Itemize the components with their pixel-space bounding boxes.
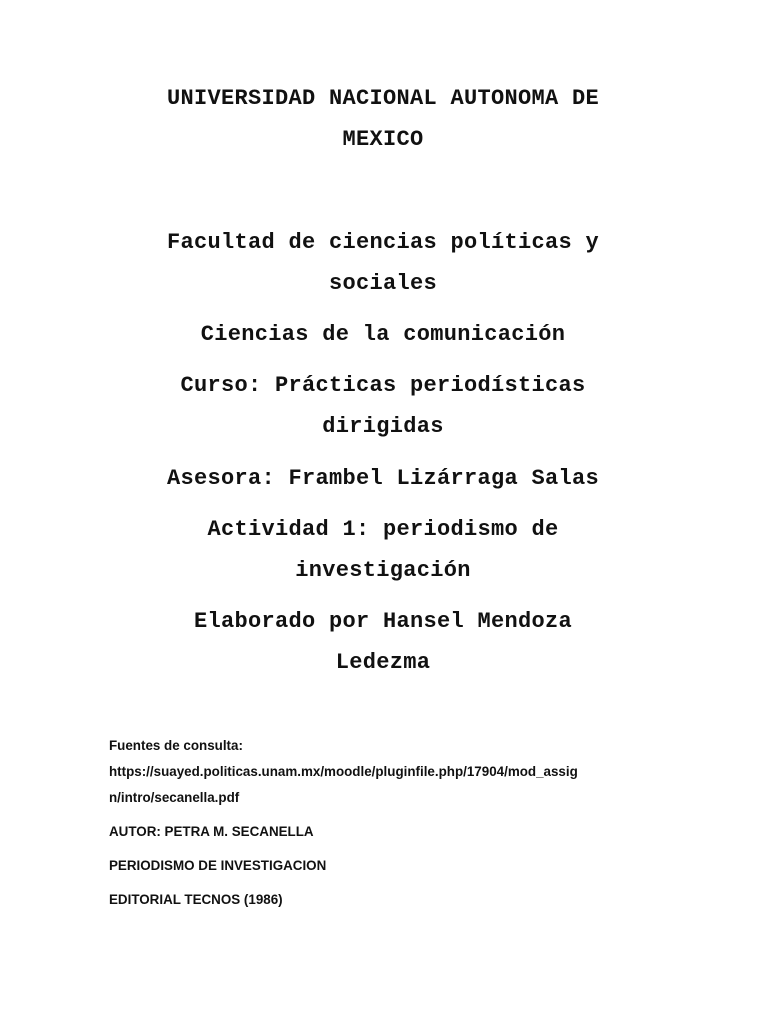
reference-title: PERIODISMO DE INVESTIGACION [109, 858, 327, 873]
reference-author: AUTOR: PETRA M. SECANELLA [109, 824, 314, 839]
reference-url-line-2: n/intro/secanella.pdf [109, 790, 240, 805]
course-name-line-2: dirigidas [322, 414, 444, 439]
career-name [100, 314, 666, 355]
reference-url-line-1: https://suayed.politicas.unam.mx/moodle/pluginfile.php/17904/mod_assig [109, 764, 578, 779]
activity-title-line-2: investigación [295, 558, 471, 583]
course-name [100, 365, 666, 447]
faculty-name-line-2: sociales [328, 271, 438, 296]
reference-publisher: EDITORIAL TECNOS (1986) [109, 892, 283, 907]
university-title-line-1: UNIVERSIDAD NACIONAL AUTONOMA DE [166, 86, 600, 111]
faculty-name-line-1: Facultad de ciencias políticas y [166, 230, 600, 255]
university-title-line-2: MEXICO [342, 127, 424, 152]
advisor-name-line: Asesora: Frambel Lizárraga Salas [166, 466, 600, 491]
references-section [109, 733, 669, 913]
activity-title-line-1: Actividad 1: periodismo de [207, 517, 559, 542]
references-heading: Fuentes de consulta: [109, 738, 243, 753]
university-title [100, 78, 666, 160]
advisor-name [100, 458, 666, 499]
author-name-line-2: Ledezma [335, 650, 431, 675]
faculty-name [100, 222, 666, 304]
course-name-line-1: Curso: Prácticas periodísticas [180, 373, 586, 398]
author-name [100, 601, 666, 683]
author-name-line-1: Elaborado por Hansel Mendoza [193, 609, 573, 634]
activity-title [100, 509, 666, 591]
career-name-line: Ciencias de la comunicación [200, 322, 566, 347]
